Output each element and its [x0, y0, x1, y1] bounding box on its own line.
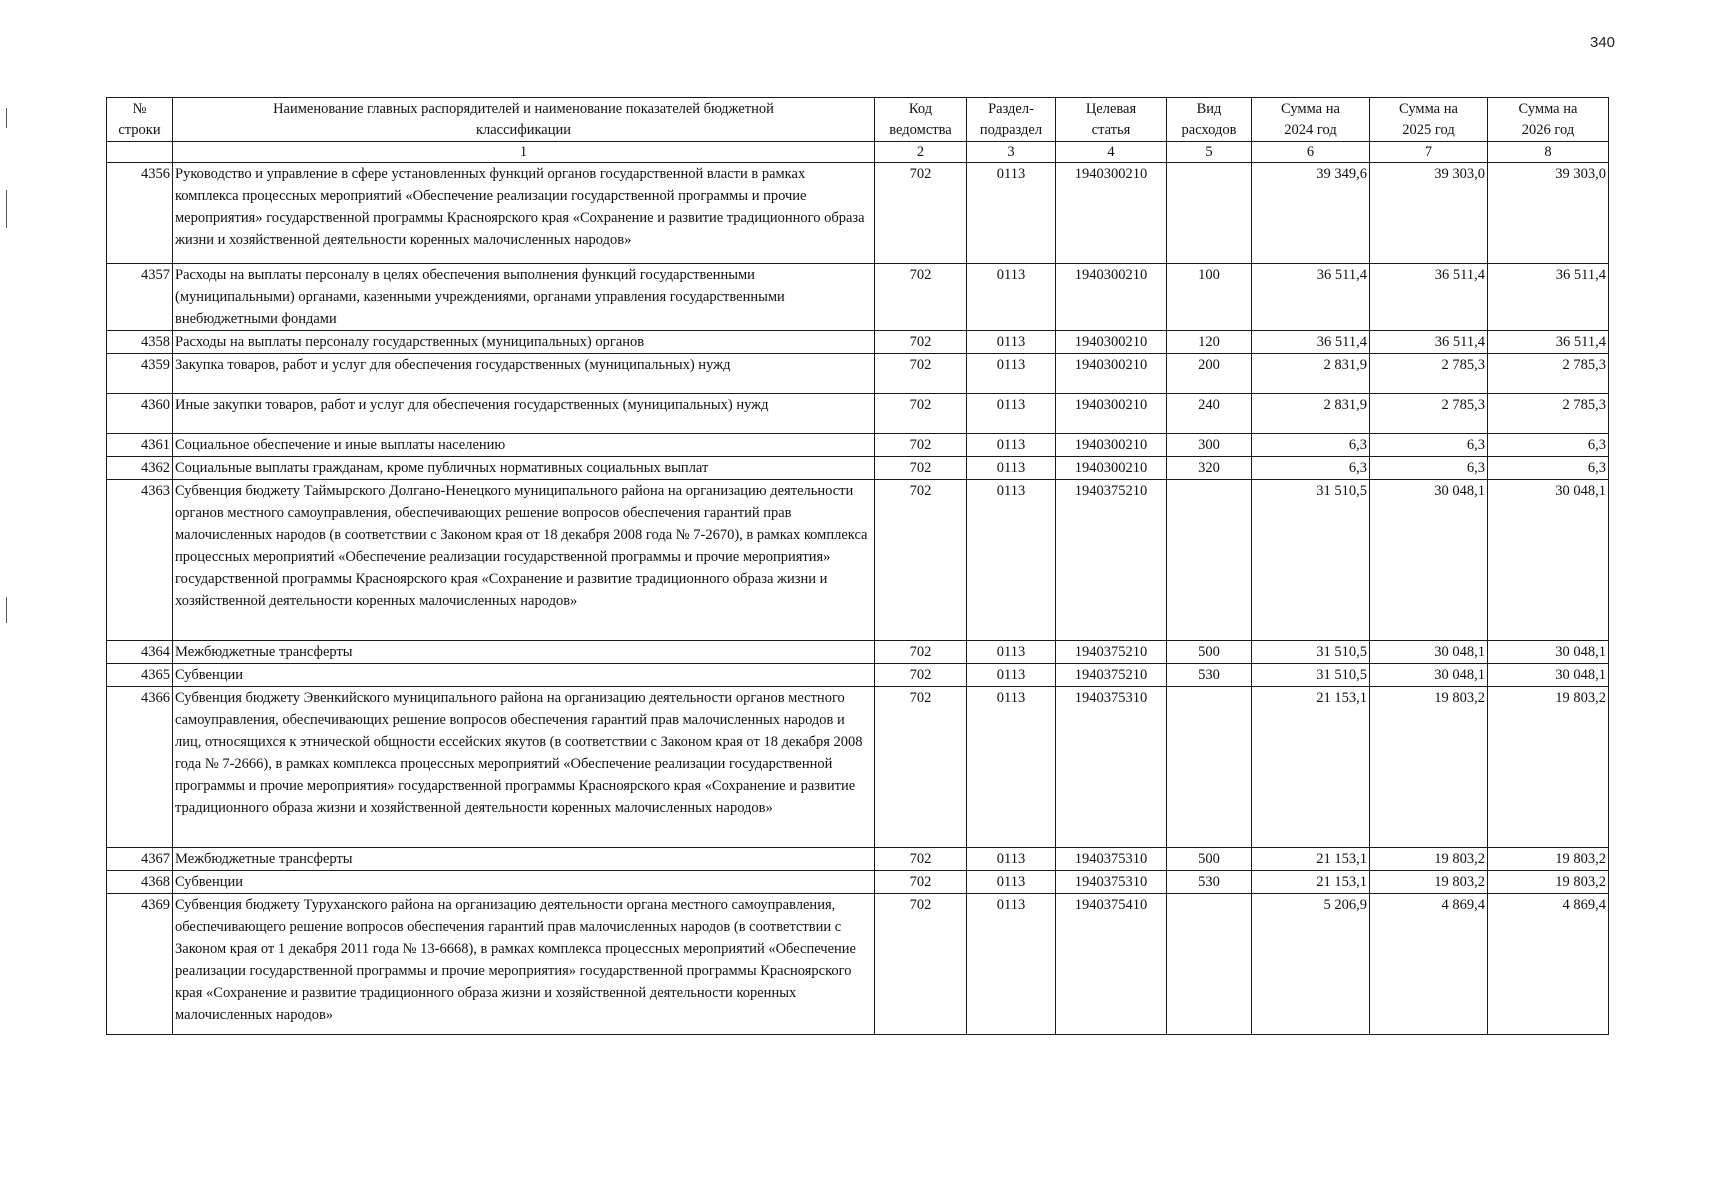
row-sum-2026: 19 803,2 — [1488, 687, 1609, 848]
header-text: 2026 год — [1521, 122, 1575, 138]
header-text: 2025 год — [1402, 122, 1455, 138]
row-target: 1940300210 — [1056, 354, 1167, 394]
header-sum-2024 — [1252, 98, 1370, 142]
row-sum-2026: 30 048,1 — [1488, 641, 1609, 664]
row-number: 4368 — [107, 871, 173, 894]
row-sum-2025: 36 511,4 — [1370, 264, 1488, 331]
header-text: № — [132, 101, 147, 117]
row-section: 0113 — [967, 163, 1056, 264]
row-sum-2025: 30 048,1 — [1370, 480, 1488, 641]
row-sum-2024: 6,3 — [1252, 457, 1370, 480]
row-sum-2026: 2 785,3 — [1488, 354, 1609, 394]
row-name: Социальные выплаты гражданам, кроме публичных нормативных социальных выплат — [173, 457, 875, 480]
row-sum-2026: 19 803,2 — [1488, 871, 1609, 894]
row-sum-2024: 21 153,1 — [1252, 687, 1370, 848]
row-sum-2025: 6,3 — [1370, 434, 1488, 457]
row-number: 4356 — [107, 163, 173, 264]
header-row — [107, 98, 1609, 142]
row-section: 0113 — [967, 264, 1056, 331]
row-name: Руководство и управление в сфере установленных функций органов государственной власти в рамках комплекса процессных мероприятий «Обеспечение реализации государственной программы и прочие мероприятия» государственной программы Красноярского края «Сохранение и развитие традиционного образа жизни и хозяйственной деятельности коренных малочисленных народов» — [173, 163, 875, 264]
row-section: 0113 — [967, 871, 1056, 894]
row-expense-type: 120 — [1167, 331, 1252, 354]
row-name: Межбюджетные трансферты — [173, 641, 875, 664]
row-target: 1940300210 — [1056, 394, 1167, 434]
table-row — [107, 871, 1609, 894]
header-sum-2026 — [1488, 98, 1609, 142]
row-sum-2026: 6,3 — [1488, 457, 1609, 480]
header-text: Сумма на — [1399, 101, 1458, 117]
row-sum-2025: 2 785,3 — [1370, 354, 1488, 394]
row-sum-2024: 21 153,1 — [1252, 848, 1370, 871]
row-expense-type: 300 — [1167, 434, 1252, 457]
row-dept-code: 702 — [875, 894, 967, 1035]
scan-edge-mark — [6, 597, 7, 623]
row-dept-code: 702 — [875, 434, 967, 457]
row-expense-type — [1167, 480, 1252, 641]
table-row — [107, 687, 1609, 848]
row-dept-code: 702 — [875, 641, 967, 664]
table-row — [107, 664, 1609, 687]
header-sum-2025 — [1370, 98, 1488, 142]
row-name: Субвенция бюджету Таймырского Долгано-Ненецкого муниципального района на организацию деятельности органов местного самоуправления, обеспечивающих решение вопросов обеспечения гарантий прав малочисленных народов (в соответствии с Законом края от 18 декабря 2008 года № 7-2670), в рамках комплекса процессных мероприятий «Обеспечение реализации государственной программы и прочие мероприятия» государственной программы Красноярского края «Сохранение и развитие традиционного образа жизни и хозяйственной деятельности коренных малочисленных народов» — [173, 480, 875, 641]
scan-edge-mark — [6, 190, 7, 228]
row-number: 4360 — [107, 394, 173, 434]
header-text: Сумма на — [1281, 101, 1340, 117]
header-text: расходов — [1181, 122, 1237, 138]
row-target: 1940300210 — [1056, 264, 1167, 331]
header-section — [967, 98, 1056, 142]
header-text: Вид — [1196, 101, 1222, 117]
row-sum-2024: 31 510,5 — [1252, 480, 1370, 641]
table-row — [107, 894, 1609, 1035]
row-number: 4363 — [107, 480, 173, 641]
row-expense-type — [1167, 894, 1252, 1035]
row-sum-2024: 2 831,9 — [1252, 354, 1370, 394]
row-name: Межбюджетные трансферты — [173, 848, 875, 871]
row-expense-type — [1167, 163, 1252, 264]
header-text: Наименование главных распорядителей и наименование показателей бюджетной — [273, 101, 774, 117]
row-expense-type: 320 — [1167, 457, 1252, 480]
header-text: Код — [908, 101, 933, 117]
row-number: 4369 — [107, 894, 173, 1035]
row-section: 0113 — [967, 457, 1056, 480]
row-target: 1940375310 — [1056, 848, 1167, 871]
row-target: 1940375210 — [1056, 480, 1167, 641]
row-expense-type: 530 — [1167, 871, 1252, 894]
row-section: 0113 — [967, 664, 1056, 687]
header-text: Целевая — [1085, 101, 1137, 117]
table-body — [107, 163, 1609, 1035]
table-row — [107, 394, 1609, 434]
row-sum-2024: 31 510,5 — [1252, 641, 1370, 664]
row-section: 0113 — [967, 687, 1056, 848]
row-section: 0113 — [967, 641, 1056, 664]
column-number: 1 — [173, 142, 875, 163]
row-sum-2025: 30 048,1 — [1370, 664, 1488, 687]
row-name: Субвенции — [173, 871, 875, 894]
table-row — [107, 264, 1609, 331]
row-dept-code: 702 — [875, 354, 967, 394]
row-target: 1940375210 — [1056, 641, 1167, 664]
column-number: 8 — [1488, 142, 1609, 163]
row-sum-2024: 36 511,4 — [1252, 331, 1370, 354]
row-name: Закупка товаров, работ и услуг для обеспечения государственных (муниципальных) нужд — [173, 354, 875, 394]
row-number: 4361 — [107, 434, 173, 457]
row-expense-type: 500 — [1167, 641, 1252, 664]
row-sum-2024: 31 510,5 — [1252, 664, 1370, 687]
header-text: Раздел- — [988, 101, 1034, 117]
row-target: 1940300210 — [1056, 163, 1167, 264]
column-number-row — [107, 142, 1609, 163]
row-name: Субвенция бюджету Эвенкийского муниципального района на организацию деятельности органов местного самоуправления, обеспечивающих решение вопросов обеспечения гарантий прав малочисленных народов и лиц, относящихся к этнической общности ессейских якутов (в соответствии с Законом края от 18 декабря 2008 года № 7-2666), в рамках комплекса процессных мероприятий «Обеспечение реализации государственной программы и прочие мероприятия» государственной программы Красноярского края «Сохранение и развитие традиционного образа жизни и хозяйственной деятельности коренных малочисленных народов» — [173, 687, 875, 848]
column-number: 4 — [1056, 142, 1167, 163]
row-target: 1940375310 — [1056, 871, 1167, 894]
header-dept-code — [875, 98, 967, 142]
row-target: 1940300210 — [1056, 434, 1167, 457]
row-name: Иные закупки товаров, работ и услуг для обеспечения государственных (муниципальных) нужд — [173, 394, 875, 434]
table-row — [107, 457, 1609, 480]
row-sum-2026: 19 803,2 — [1488, 848, 1609, 871]
row-section: 0113 — [967, 434, 1056, 457]
table-row — [107, 354, 1609, 394]
row-sum-2025: 4 869,4 — [1370, 894, 1488, 1035]
row-target: 1940300210 — [1056, 331, 1167, 354]
row-sum-2025: 36 511,4 — [1370, 331, 1488, 354]
row-sum-2026: 6,3 — [1488, 434, 1609, 457]
row-dept-code: 702 — [875, 331, 967, 354]
page-number: 340 — [1590, 34, 1616, 51]
row-target: 1940375310 — [1056, 687, 1167, 848]
row-dept-code: 702 — [875, 394, 967, 434]
header-text: Сумма на — [1518, 101, 1578, 117]
column-number: 3 — [967, 142, 1056, 163]
row-sum-2026: 39 303,0 — [1488, 163, 1609, 264]
row-expense-type: 240 — [1167, 394, 1252, 434]
header-name — [173, 98, 875, 142]
row-sum-2026: 36 511,4 — [1488, 331, 1609, 354]
column-number: 7 — [1370, 142, 1488, 163]
row-number: 4366 — [107, 687, 173, 848]
row-target: 1940375210 — [1056, 664, 1167, 687]
row-number: 4367 — [107, 848, 173, 871]
row-section: 0113 — [967, 894, 1056, 1035]
header-text: подраздел — [979, 122, 1043, 138]
scan-edge-mark — [6, 108, 7, 128]
header-text: статья — [1091, 122, 1131, 138]
row-dept-code: 702 — [875, 457, 967, 480]
row-number: 4365 — [107, 664, 173, 687]
row-sum-2024: 21 153,1 — [1252, 871, 1370, 894]
row-sum-2025: 2 785,3 — [1370, 394, 1488, 434]
table-row — [107, 480, 1609, 641]
column-number: 6 — [1252, 142, 1370, 163]
row-sum-2025: 19 803,2 — [1370, 687, 1488, 848]
row-sum-2024: 6,3 — [1252, 434, 1370, 457]
row-section: 0113 — [967, 354, 1056, 394]
row-sum-2026: 30 048,1 — [1488, 480, 1609, 641]
row-name: Социальное обеспечение и иные выплаты населению — [173, 434, 875, 457]
row-dept-code: 702 — [875, 664, 967, 687]
row-sum-2025: 30 048,1 — [1370, 641, 1488, 664]
header-text: 2024 год — [1284, 122, 1337, 138]
row-section: 0113 — [967, 331, 1056, 354]
row-dept-code: 702 — [875, 264, 967, 331]
row-expense-type: 530 — [1167, 664, 1252, 687]
header-text: классификации — [475, 122, 572, 138]
row-name: Расходы на выплаты персоналу государственных (муниципальных) органов — [173, 331, 875, 354]
row-sum-2025: 39 303,0 — [1370, 163, 1488, 264]
column-number-blank — [107, 142, 173, 163]
row-section: 0113 — [967, 480, 1056, 641]
header-row-no — [107, 98, 173, 142]
table-row — [107, 641, 1609, 664]
row-number: 4357 — [107, 264, 173, 331]
row-target: 1940300210 — [1056, 457, 1167, 480]
row-expense-type: 200 — [1167, 354, 1252, 394]
header-text: ведомства — [889, 122, 952, 138]
row-sum-2026: 30 048,1 — [1488, 664, 1609, 687]
row-name: Расходы на выплаты персоналу в целях обеспечения выполнения функций государственными (муниципальными) органами, казенными учреждениями, органами управления государственными внебюджетными фондами — [173, 264, 875, 331]
row-dept-code: 702 — [875, 163, 967, 264]
column-number: 2 — [875, 142, 967, 163]
table-row — [107, 434, 1609, 457]
row-dept-code: 702 — [875, 687, 967, 848]
row-dept-code: 702 — [875, 871, 967, 894]
row-sum-2024: 39 349,6 — [1252, 163, 1370, 264]
header-target — [1056, 98, 1167, 142]
row-target: 1940375410 — [1056, 894, 1167, 1035]
row-sum-2025: 19 803,2 — [1370, 848, 1488, 871]
row-sum-2026: 36 511,4 — [1488, 264, 1609, 331]
column-number: 5 — [1167, 142, 1252, 163]
row-section: 0113 — [967, 394, 1056, 434]
row-name: Субвенции — [173, 664, 875, 687]
row-sum-2025: 6,3 — [1370, 457, 1488, 480]
budget-table — [106, 97, 1609, 1035]
row-sum-2024: 5 206,9 — [1252, 894, 1370, 1035]
header-text: строки — [118, 122, 161, 138]
row-number: 4358 — [107, 331, 173, 354]
row-number: 4359 — [107, 354, 173, 394]
table-row — [107, 848, 1609, 871]
row-sum-2025: 19 803,2 — [1370, 871, 1488, 894]
row-section: 0113 — [967, 848, 1056, 871]
row-sum-2026: 2 785,3 — [1488, 394, 1609, 434]
row-name: Субвенция бюджету Туруханского района на организацию деятельности органа местного самоуправления, обеспечивающего решение вопросов обеспечения гарантий прав малочисленных народов (в соответствии с Законом края от 1 декабря 2011 года № 13-6668), в рамках комплекса процессных мероприятий «Обеспечение реализации государственной программы и прочие мероприятия» государственной программы Красноярского края «Сохранение и развитие традиционного образа жизни и хозяйственной деятельности коренных малочисленных народов» — [173, 894, 875, 1035]
row-sum-2026: 4 869,4 — [1488, 894, 1609, 1035]
row-expense-type: 100 — [1167, 264, 1252, 331]
table-row — [107, 163, 1609, 264]
row-number: 4364 — [107, 641, 173, 664]
header-expense-type — [1167, 98, 1252, 142]
row-number: 4362 — [107, 457, 173, 480]
row-sum-2024: 2 831,9 — [1252, 394, 1370, 434]
row-expense-type: 500 — [1167, 848, 1252, 871]
row-dept-code: 702 — [875, 480, 967, 641]
row-sum-2024: 36 511,4 — [1252, 264, 1370, 331]
row-expense-type — [1167, 687, 1252, 848]
table-row — [107, 331, 1609, 354]
row-dept-code: 702 — [875, 848, 967, 871]
